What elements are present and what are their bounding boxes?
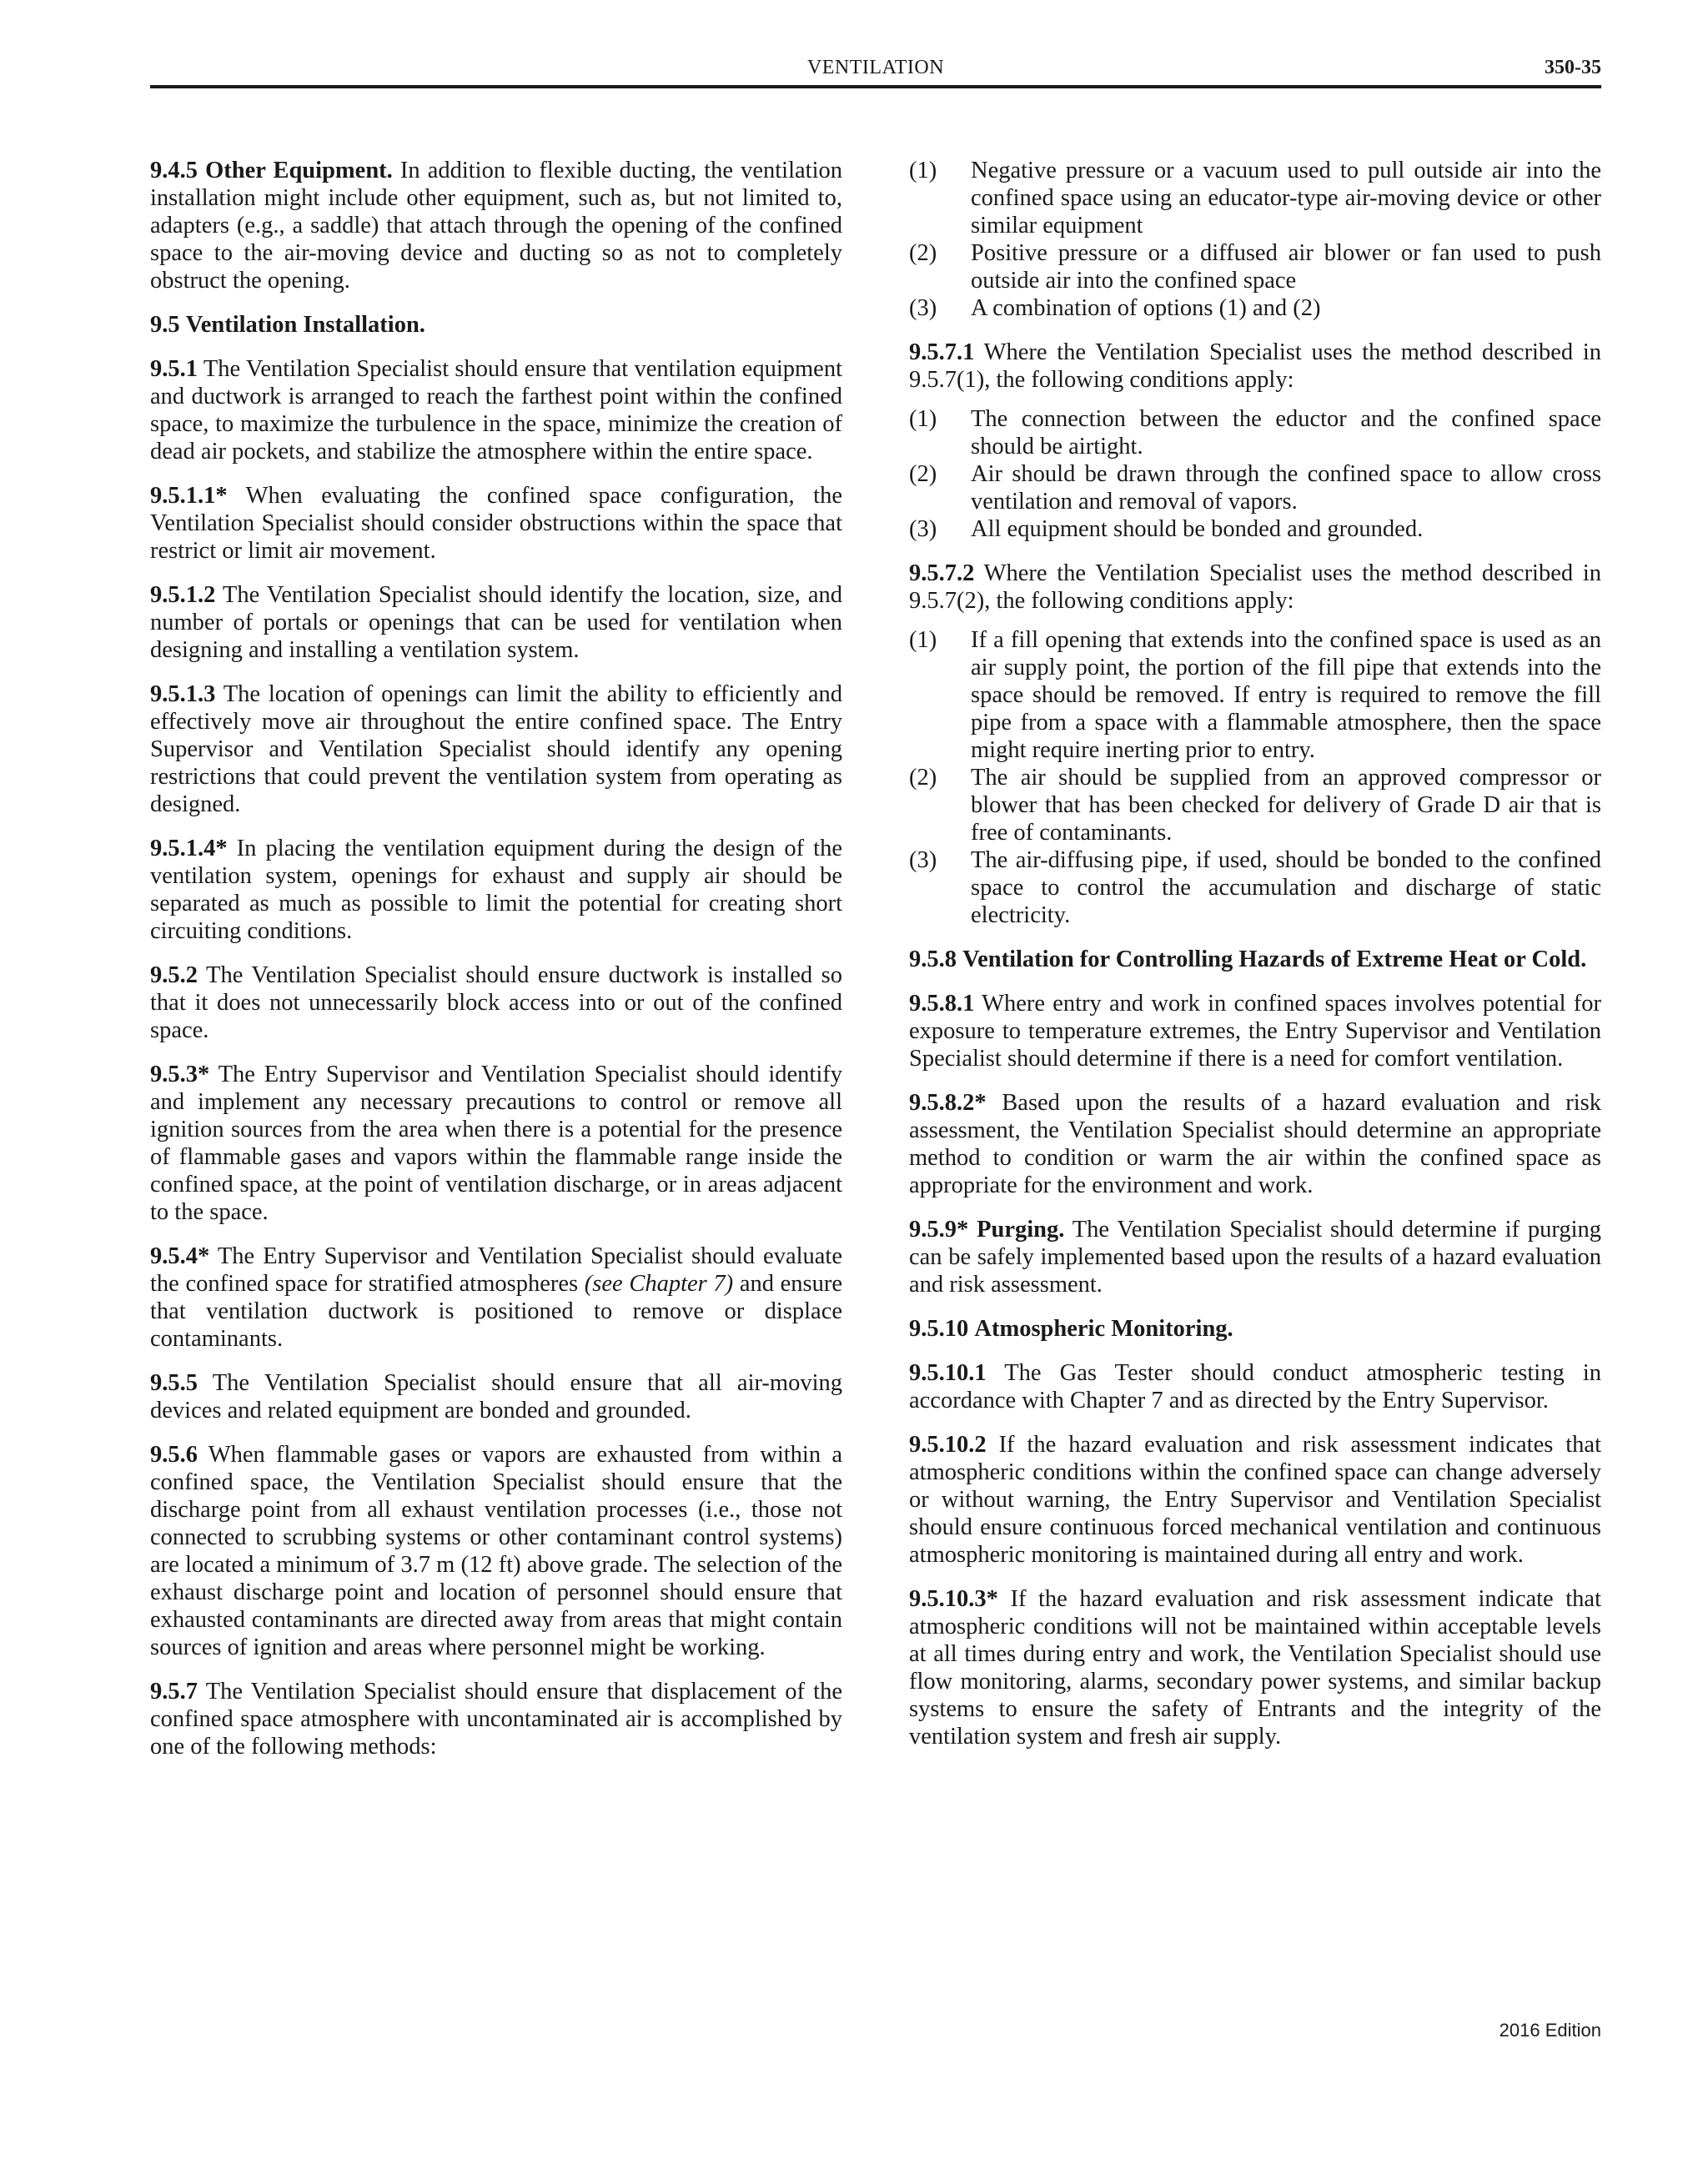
paragraph-text: If the hazard evaluation and risk assessment indicates that atmospheric conditions within the confined space can change adversely or without warning, the Entry Supervisor and Ventilation Specialist should ensure continuous forced mechanical ventilation and continuous atmospheric monitoring is maintained during all entry and work. <box>909 1432 1602 1568</box>
list-item-text: Air should be drawn through the confined space to allow cross ventilation and removal of vapors. <box>971 461 1601 515</box>
paragraph-text: and ensure that ventilation ductwork is positioned to remove or displace contaminants. <box>150 1271 843 1352</box>
methods-list <box>909 157 1601 322</box>
paragraph-9-5-6 <box>150 1441 842 1661</box>
cross-reference: (see Chapter 7) <box>584 1271 734 1297</box>
section-number: 9.5.10 <box>909 1316 969 1342</box>
list-item <box>909 764 1601 846</box>
paragraph-text: The Ventilation Specialist should ensure that ventilation equipment and ductwork is arranged to reach the farthest point within the confined space, to maximize the turbulence in the space, minimize the creation of dead air pockets, and stabilize the atmosphere within the entire space. <box>150 356 842 464</box>
paragraph-9-5-2 <box>150 961 842 1044</box>
conditions-list-2 <box>909 626 1601 929</box>
section-number: 9.5.5 <box>150 1370 198 1396</box>
paragraph-9-5-1 <box>150 355 842 465</box>
paragraph-text: When flammable gases or vapors are exhausted from within a confined space, the Ventilation Specialist should ensure that the discharge point from all exhaust ventilation processes (i.e., those not connected to scrubbing systems or other contaminant control systems) are located a minimum of 3.7 m (12 ft) above grade. The selection of the exhaust discharge point and location of personnel should ensure that exhausted contaminants are directed away from areas that might contain sources of ignition and areas where personnel might be working. <box>150 1442 842 1660</box>
paragraph-9-5-1-2 <box>150 581 842 664</box>
paragraph-9-5-10-3 <box>909 1585 1601 1750</box>
paragraph-9-5-8-2 <box>909 1089 1601 1199</box>
section-number: 9.4.5 <box>150 158 198 183</box>
paragraph-text: The Ventilation Specialist should determine if purging can be safely implemented based upon the results of a hazard evaluation and risk assessment. <box>909 1217 1601 1298</box>
list-marker: (1) <box>909 158 937 183</box>
paragraph-9-5-7-1 <box>909 339 1601 394</box>
list-marker: (1) <box>909 406 937 432</box>
paragraph-text: Where the Ventilation Specialist uses the method described in 9.5.7(2), the following conditions apply: <box>909 560 1601 614</box>
section-number: 9.5.10.2 <box>909 1432 987 1458</box>
paragraph-text: If the hazard evaluation and risk assessment indicate that atmospheric conditions will not be maintained within acceptable levels at all times during entry and work, the Ventilation Specialist should use flow monitoring, alarms, secondary power systems, and similar backup systems to ensure the safety of Entrants and the integrity of the ventilation system and fresh air supply. <box>909 1586 1601 1750</box>
list-item-text: The air-diffusing pipe, if used, should be bonded to the confined space to control the accumulation and discharge of static electricity. <box>971 847 1601 928</box>
section-number: 9.5.1.2 <box>150 582 216 608</box>
page-header <box>150 53 1601 87</box>
paragraph-9-5-9 <box>909 1216 1601 1298</box>
paragraph-9-5-7 <box>150 1678 842 1760</box>
list-marker: (2) <box>909 765 937 791</box>
list-marker: (3) <box>909 847 937 873</box>
list-item-text: The connection between the eductor and the confined space should be airtight. <box>971 406 1601 459</box>
section-number: 9.5.6 <box>150 1442 198 1468</box>
list-item <box>909 294 1601 322</box>
paragraph-9-5-3 <box>150 1061 842 1226</box>
paragraph-text: In placing the ventilation equipment during the design of the ventilation system, openings for exhaust and supply air should be separated as much as possible to limit the potential for creating short circuiting conditions. <box>150 836 842 944</box>
section-number: 9.5.8 <box>909 946 957 972</box>
paragraph-text: The location of openings can limit the ability to efficiently and effectively move air throughout the entire confined space. The Entry Supervisor and Ventilation Specialist should identify any opening restrictions that could prevent the ventilation system from operating as designed. <box>150 681 842 817</box>
list-item-text: A combination of options (1) and (2) <box>971 295 1321 321</box>
paragraph-text: The Entry Supervisor and Ventilation Specialist should identify and implement any necessary precautions to control or remove all ignition sources from the area when there is a potential for the presence of flammable gases and vapors within the flammable range inside the confined space, at the point of ventilation discharge, or in areas adjacent to the space. <box>150 1062 842 1225</box>
list-item-text: Negative pressure or a vacuum used to pull outside air into the confined space using an educator-type air-moving device or other similar equipment <box>971 158 1601 238</box>
paragraph-text: In addition to flexible ducting, the ventilation installation might include other equipment, such as, but not limited to, adapters (e.g., a saddle) that attach through the opening of the confined space to the air-moving device and ducting so as not to completely obstruct the opening. <box>150 158 843 294</box>
paragraph-9-5-1-1 <box>150 482 842 565</box>
paragraph-text: The Entry Supervisor and Ventilation Specialist should evaluate the confined space for stratified atmospheres <box>150 1243 842 1297</box>
section-number: 9.5.7.1 <box>909 339 975 365</box>
paragraph-9-5-10-2 <box>909 1431 1601 1569</box>
section-heading: Other Equipment. <box>205 158 393 183</box>
list-item-text: All equipment should be bonded and grounded. <box>971 516 1424 542</box>
right-column <box>909 157 1601 1767</box>
paragraph-9-5-5 <box>150 1369 842 1424</box>
left-column <box>150 157 842 1777</box>
edition-footer: 2016 Edition <box>1499 2020 1601 2041</box>
list-marker: (1) <box>909 627 937 653</box>
paragraph-9-4-5 <box>150 157 842 294</box>
paragraph-text: The Ventilation Specialist should ensure ductwork is installed so that it does not unnecessarily block access into or out of the confined space. <box>150 962 842 1043</box>
section-number: 9.5.2 <box>150 962 198 988</box>
list-item <box>909 239 1601 294</box>
section-number: 9.5.10.3* <box>909 1586 998 1612</box>
list-item-text: The air should be supplied from an approved compressor or blower that has been checked for delivery of Grade D air that is free of contaminants. <box>971 765 1601 846</box>
list-item <box>909 515 1601 543</box>
section-number: 9.5.4* <box>150 1243 210 1269</box>
paragraph-text: The Gas Tester should conduct atmospheric testing in accordance with Chapter 7 and as directed by the Entry Supervisor. <box>909 1360 1601 1413</box>
page-number: 350-35 <box>1545 57 1601 78</box>
section-heading: Ventilation for Controlling Hazards of Extreme Heat or Cold. <box>962 946 1587 972</box>
section-number: 9.5.8.1 <box>909 991 975 1017</box>
paragraph-9-5-4 <box>150 1243 842 1353</box>
list-marker: (3) <box>909 516 937 542</box>
section-number: 9.5.10.1 <box>909 1360 987 1386</box>
list-marker: (2) <box>909 461 937 487</box>
paragraph-text: When evaluating the confined space configuration, the Ventilation Specialist should consider obstructions within the space that restrict or limit air movement. <box>150 483 842 564</box>
paragraph-9-5-1-4 <box>150 835 842 945</box>
paragraph-text: The Ventilation Specialist should ensure that all air-moving devices and related equipment are bonded and grounded. <box>150 1370 842 1423</box>
section-heading: Ventilation Installation. <box>185 312 425 338</box>
list-item <box>909 405 1601 460</box>
running-title: VENTILATION <box>806 57 945 78</box>
section-heading: Atmospheric Monitoring. <box>974 1316 1233 1342</box>
paragraph-text: Based upon the results of a hazard evaluation and risk assessment, the Ventilation Specialist should determine an appropriate method to condition or warm the air within the confined space as appropriate for the environment and work. <box>909 1090 1601 1198</box>
list-item <box>909 626 1601 764</box>
paragraph-9-5-8 <box>909 946 1601 973</box>
section-heading: Purging. <box>977 1217 1065 1243</box>
paragraph-9-5-7-2 <box>909 560 1601 615</box>
section-number: 9.5.3* <box>150 1062 210 1087</box>
list-marker: (2) <box>909 240 937 266</box>
section-number: 9.5.7.2 <box>909 560 975 586</box>
list-item-text: If a fill opening that extends into the confined space is used as an air supply point, the portion of the fill pipe that extends into the space should be removed. If entry is required to remove the fill pipe from a space with a flammable atmosphere, then the space might require inerting prior to entry. <box>971 627 1601 763</box>
section-number: 9.5.1.3 <box>150 681 216 707</box>
paragraph-9-5-1-3 <box>150 680 842 818</box>
paragraph-9-5-10-1 <box>909 1359 1601 1414</box>
list-item <box>909 157 1601 239</box>
list-item-text: Positive pressure or a diffused air blower or fan used to push outside air into the confined space <box>971 240 1601 294</box>
section-number: 9.5.9* <box>909 1217 969 1243</box>
header-rule <box>150 85 1601 88</box>
paragraph-text: The Ventilation Specialist should ensure that displacement of the confined space atmosphere with uncontaminated air is accomplished by one of the following methods: <box>150 1679 842 1760</box>
section-number: 9.5.8.2* <box>909 1090 987 1116</box>
paragraph-9-5-10 <box>909 1315 1601 1343</box>
list-marker: (3) <box>909 295 937 321</box>
list-item <box>909 460 1601 515</box>
section-number: 9.5.1.1* <box>150 483 228 509</box>
paragraph-9-5-8-1 <box>909 990 1601 1072</box>
paragraph-9-5 <box>150 311 842 339</box>
section-number: 9.5.1.4* <box>150 836 228 861</box>
paragraph-text: Where the Ventilation Specialist uses the method described in 9.5.7(1), the following conditions apply: <box>909 339 1601 393</box>
paragraph-text: The Ventilation Specialist should identify the location, size, and number of portals or openings that can be used for ventilation when designing and installing a ventilation system. <box>150 582 842 663</box>
section-number: 9.5.7 <box>150 1679 198 1705</box>
paragraph-text: Where entry and work in confined spaces involves potential for exposure to temperature extremes, the Entry Supervisor and Ventilation Specialist should determine if there is a need for comfort ventilation. <box>909 991 1601 1072</box>
conditions-list-1 <box>909 405 1601 543</box>
section-number: 9.5 <box>150 312 180 338</box>
list-item <box>909 846 1601 929</box>
section-number: 9.5.1 <box>150 356 198 382</box>
